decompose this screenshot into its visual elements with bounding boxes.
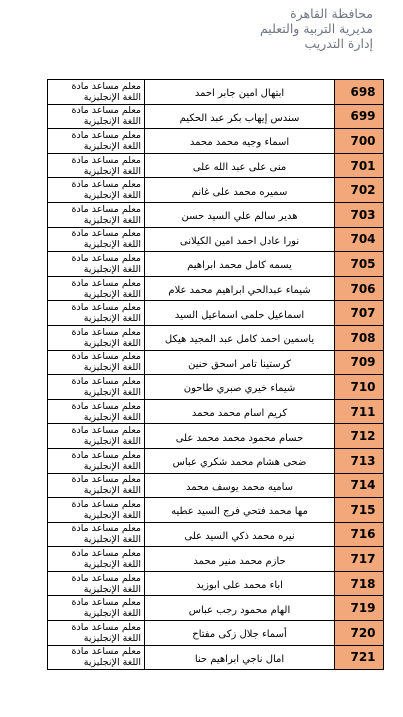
serial-number-cell: 712	[335, 424, 384, 448]
trainee-name-cell: اسماء وجيه محمد محمد	[145, 129, 335, 153]
job-title-text: معلم مساعد مادة اللغة الإنجليزية	[71, 548, 141, 571]
trainee-name-cell: ضحى هشام محمد شكري عباس	[145, 449, 335, 473]
table-row	[48, 596, 384, 621]
table-row	[48, 621, 384, 646]
table-row	[48, 301, 384, 326]
job-title-text: معلم مساعد مادة اللغة الإنجليزية	[71, 179, 141, 202]
serial-number-cell: 719	[335, 596, 384, 620]
job-title-cell	[48, 547, 145, 571]
table-row	[48, 252, 384, 277]
trainee-name-cell: سندس إيهاب بكر عبد الحكيم	[145, 105, 335, 129]
table-row	[48, 474, 384, 499]
serial-number-cell: 709	[335, 351, 384, 375]
job-title-cell	[48, 449, 145, 473]
job-title-cell	[48, 375, 145, 399]
job-title-text: معلم مساعد مادة اللغة الإنجليزية	[71, 597, 141, 620]
job-title-text: معلم مساعد مادة اللغة الإنجليزية	[71, 646, 141, 669]
table-row	[48, 572, 384, 597]
serial-number-cell: 703	[335, 203, 384, 227]
serial-number-cell: 718	[335, 572, 384, 596]
job-title-cell	[48, 646, 145, 670]
table-row	[48, 277, 384, 302]
job-title-cell	[48, 400, 145, 424]
trainee-name-cell: ساميه محمد يوسف محمد	[145, 474, 335, 498]
serial-number-cell: 698	[335, 80, 384, 104]
trainee-name-cell: سميره محمد على غانم	[145, 178, 335, 202]
trainees-table	[47, 79, 384, 670]
table-row	[48, 351, 384, 376]
job-title-cell	[48, 621, 145, 645]
table-row	[48, 449, 384, 474]
trainee-name-cell: الهام محمود رجب عباس	[145, 596, 335, 620]
job-title-text: معلم مساعد مادة اللغة الإنجليزية	[71, 154, 141, 177]
job-title-text: معلم مساعد مادة اللغة الإنجليزية	[71, 449, 141, 472]
job-title-text: معلم مساعد مادة اللغة الإنجليزية	[71, 400, 141, 423]
job-title-text: معلم مساعد مادة اللغة الإنجليزية	[71, 252, 141, 275]
job-title-text: معلم مساعد مادة اللغة الإنجليزية	[71, 302, 141, 325]
trainee-name-cell: شيماء خيري صبري طاحون	[145, 375, 335, 399]
job-title-text: معلم مساعد مادة اللغة الإنجليزية	[71, 621, 141, 644]
table-row	[48, 523, 384, 548]
serial-number-cell: 720	[335, 621, 384, 645]
serial-number-cell: 716	[335, 523, 384, 547]
job-title-text: معلم مساعد مادة اللغة الإنجليزية	[71, 326, 141, 349]
job-title-cell	[48, 596, 145, 620]
trainee-name-cell: كرستينا تامر اسحق حنين	[145, 351, 335, 375]
job-title-cell	[48, 301, 145, 325]
job-title-cell	[48, 498, 145, 522]
table-row	[48, 228, 384, 253]
trainee-name-cell: هدير سالم علي السيد حسن	[145, 203, 335, 227]
trainee-name-cell: ياسمين احمد كامل عبد المجيد هيكل	[145, 326, 335, 350]
serial-number-cell: 699	[335, 105, 384, 129]
job-title-cell	[48, 351, 145, 375]
job-title-text: معلم مساعد مادة اللغة الإنجليزية	[71, 572, 141, 595]
job-title-text: معلم مساعد مادة اللغة الإنجليزية	[71, 425, 141, 448]
document-header	[173, 6, 373, 51]
serial-number-cell: 702	[335, 178, 384, 202]
trainee-name-cell: حسام محمود محمد محمد على	[145, 424, 335, 448]
table-row	[48, 178, 384, 203]
table-row	[48, 375, 384, 400]
table-row	[48, 80, 384, 105]
trainee-name-cell: منى على عبد الله على	[145, 154, 335, 178]
job-title-text: معلم مساعد مادة اللغة الإنجليزية	[71, 498, 141, 521]
serial-number-cell: 713	[335, 449, 384, 473]
table-row	[48, 105, 384, 130]
job-title-cell	[48, 572, 145, 596]
serial-number-cell: 701	[335, 154, 384, 178]
job-title-text: معلم مساعد مادة اللغة الإنجليزية	[71, 80, 141, 103]
job-title-text: معلم مساعد مادة اللغة الإنجليزية	[71, 129, 141, 152]
job-title-cell	[48, 474, 145, 498]
job-title-cell	[48, 277, 145, 301]
trainee-name-cell: كريم اسام محمد محمد	[145, 400, 335, 424]
serial-number-cell: 708	[335, 326, 384, 350]
job-title-text: معلم مساعد مادة اللغة الإنجليزية	[71, 105, 141, 128]
serial-number-cell: 715	[335, 498, 384, 522]
table-row	[48, 547, 384, 572]
job-title-cell	[48, 105, 145, 129]
job-title-text: معلم مساعد مادة اللغة الإنجليزية	[71, 228, 141, 251]
job-title-cell	[48, 252, 145, 276]
trainee-name-cell: مها محمد فتحي فرج السيد عطيه	[145, 498, 335, 522]
job-title-text: معلم مساعد مادة اللغة الإنجليزية	[71, 351, 141, 374]
job-title-cell	[48, 203, 145, 227]
serial-number-cell: 700	[335, 129, 384, 153]
job-title-cell	[48, 228, 145, 252]
job-title-cell	[48, 326, 145, 350]
job-title-cell	[48, 129, 145, 153]
table-row	[48, 154, 384, 179]
governorate-title: محافظة القاهرة	[290, 6, 373, 21]
trainee-name-cell: يسمه كامل محمد ابراهيم	[145, 252, 335, 276]
trainee-name-cell: نورا عادل احمد امين الكيلانى	[145, 228, 335, 252]
trainee-name-cell: اسماعيل حلمى اسماعيل السيد	[145, 301, 335, 325]
serial-number-cell: 706	[335, 277, 384, 301]
job-title-text: معلم مساعد مادة اللغة الإنجليزية	[71, 203, 141, 226]
table-row	[48, 326, 384, 351]
trainee-name-cell: نيره محمد ذكي السيد على	[145, 523, 335, 547]
job-title-cell	[48, 424, 145, 448]
serial-number-cell: 705	[335, 252, 384, 276]
job-title-text: معلم مساعد مادة اللغة الإنجليزية	[71, 523, 141, 546]
table-row	[48, 129, 384, 154]
table-row	[48, 203, 384, 228]
job-title-cell	[48, 178, 145, 202]
trainee-name-cell: حازم محمد منير محمد	[145, 547, 335, 571]
serial-number-cell: 717	[335, 547, 384, 571]
job-title-text: معلم مساعد مادة اللغة الإنجليزية	[71, 277, 141, 300]
directorate-title: مديرية التربية والتعليم	[259, 21, 373, 36]
trainee-name-cell: امال ناجي ابراهيم حنا	[145, 646, 335, 670]
table-row	[48, 646, 384, 671]
job-title-cell	[48, 154, 145, 178]
serial-number-cell: 707	[335, 301, 384, 325]
table-row	[48, 400, 384, 425]
serial-number-cell: 710	[335, 375, 384, 399]
department-title: إدارة التدريب	[304, 36, 373, 51]
serial-number-cell: 704	[335, 228, 384, 252]
table-row	[48, 424, 384, 449]
serial-number-cell: 721	[335, 646, 384, 670]
job-title-cell	[48, 523, 145, 547]
job-title-cell	[48, 80, 145, 104]
serial-number-cell: 711	[335, 400, 384, 424]
trainee-name-cell: ابتهال امين جابر احمد	[145, 80, 335, 104]
trainee-name-cell: أسماء جلال زكى مفتاح	[145, 621, 335, 645]
job-title-text: معلم مساعد مادة اللغة الإنجليزية	[71, 474, 141, 497]
serial-number-cell: 714	[335, 474, 384, 498]
trainee-name-cell: اباء محمد على ابوزيد	[145, 572, 335, 596]
trainee-name-cell: شيماء عبدالحي ابراهيم محمد علام	[145, 277, 335, 301]
job-title-text: معلم مساعد مادة اللغة الإنجليزية	[71, 375, 141, 398]
table-row	[48, 498, 384, 523]
